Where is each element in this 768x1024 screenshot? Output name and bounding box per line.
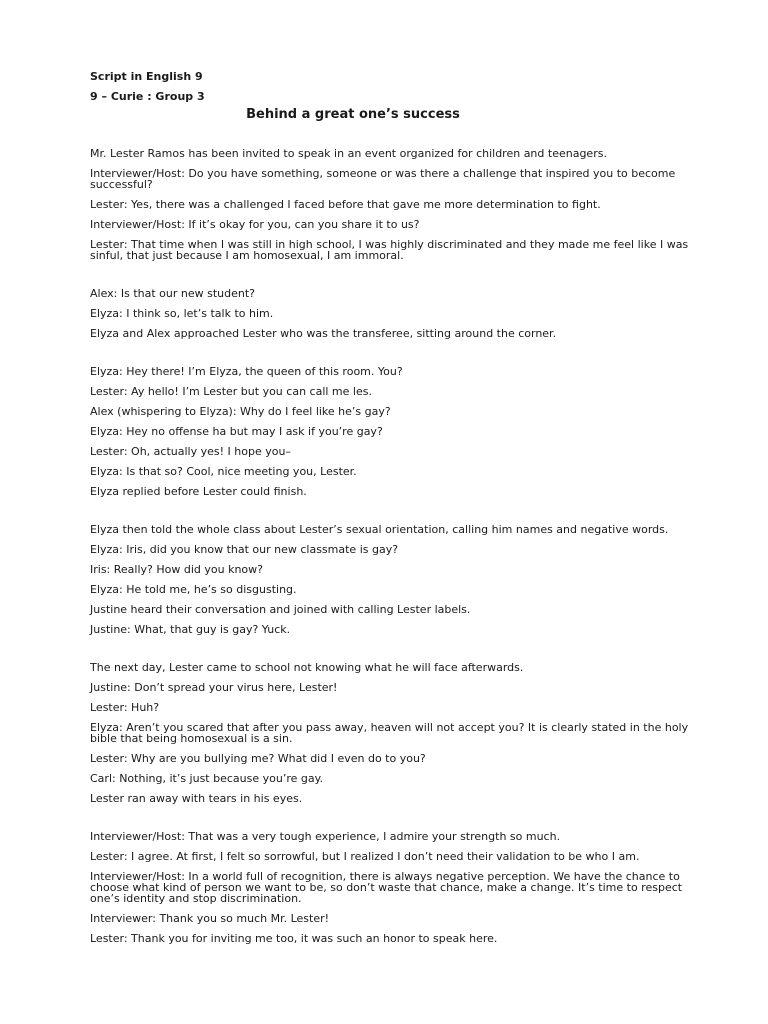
script-line: Lester: Oh, actually yes! I hope you– [90, 445, 291, 458]
script-line: Lester: I agree. At first, I felt so sorrowful, but I realized I don’t need their validation to be who I am. [90, 850, 640, 863]
script-line: Lester: Why are you bullying me? What did I even do to you? [90, 752, 426, 765]
script-line: Elyza: I think so, let’s talk to him. [90, 307, 274, 320]
script-line: Interviewer: Thank you so much Mr. Lester! [90, 912, 330, 925]
section-gap [90, 506, 690, 524]
script-line: Iris: Really? How did you know? [90, 563, 263, 576]
section-gap [90, 270, 690, 288]
script-line: Carl: Nothing, it’s just because you’re gay. [90, 772, 324, 785]
course-label: Script in English 9 [90, 70, 203, 83]
script-line: Justine: What, that guy is gay? Yuck. [90, 623, 291, 636]
section-gap [90, 644, 690, 662]
script-line: Justine: Don’t spread your virus here, Lester! [90, 681, 338, 694]
script-line: Lester: Ay hello! I’m Lester but you can call me les. [90, 385, 372, 398]
script-line: Interviewer/Host: If it’s okay for you, can you share it to us? [90, 218, 420, 231]
section-group-label: 9 – Curie : Group 3 [90, 90, 205, 103]
script-line: Lester: Huh? [90, 701, 160, 714]
script-line: Lester: Thank you for inviting me too, it was such an honor to speak here. [90, 932, 498, 945]
script-line: Elyza: Iris, did you know that our new classmate is gay? [90, 543, 399, 556]
script-line: Lester ran away with tears in his eyes. [90, 792, 303, 805]
script-line: Interviewer/Host: Do you have something, someone or was there a challenge that inspired you to become successful? [90, 167, 676, 191]
script-line: Elyza and Alex approached Lester who was the transferee, sitting around the corner. [90, 327, 557, 340]
script-line: Elyza: Hey no offense ha but may I ask if you’re gay? [90, 425, 383, 438]
script-line: Interviewer/Host: In a world full of recognition, there is always negative perception. We have the chance to choose what kind of person we want to be, so don’t waste that chance, make a change. It’s time to respect one’s identity and stop discrimination. [90, 870, 683, 905]
script-line: Elyza then told the whole class about Lester’s sexual orientation, calling him names and negative words. [90, 523, 669, 536]
script-line: Elyza replied before Lester could finish. [90, 485, 307, 498]
script-line: Elyza: He told me, he’s so disgusting. [90, 583, 297, 596]
script-line: Lester: Yes, there was a challenged I faced before that gave me more determination to fight. [90, 198, 601, 211]
script-line: Lester: That time when I was still in high school, I was highly discriminated and they made me feel like I was sinful, that just because I am homosexual, I am immoral. [90, 238, 689, 262]
script-body [90, 148, 690, 953]
script-line: Alex (whispering to Elyza): Why do I feel like he’s gay? [90, 405, 391, 418]
script-line: The next day, Lester came to school not knowing what he will face afterwards. [90, 661, 524, 674]
script-line: Elyza: Hey there! I’m Elyza, the queen of this room. You? [90, 365, 403, 378]
script-line: Elyza: Aren’t you scared that after you pass away, heaven will not accept you? It is clearly stated in the holy bible that being homosexual is a sin. [90, 721, 689, 745]
section-gap [90, 813, 690, 831]
script-line: Justine heard their conversation and joined with calling Lester labels. [90, 603, 471, 616]
script-line: Mr. Lester Ramos has been invited to speak in an event organized for children and teenagers. [90, 147, 607, 160]
script-line: Alex: Is that our new student? [90, 287, 256, 300]
script-title: Behind a great one’s success [246, 107, 460, 122]
script-line: Interviewer/Host: That was a very tough experience, I admire your strength so much. [90, 830, 561, 843]
section-gap [90, 348, 690, 366]
script-line: Elyza: Is that so? Cool, nice meeting you, Lester. [90, 465, 357, 478]
